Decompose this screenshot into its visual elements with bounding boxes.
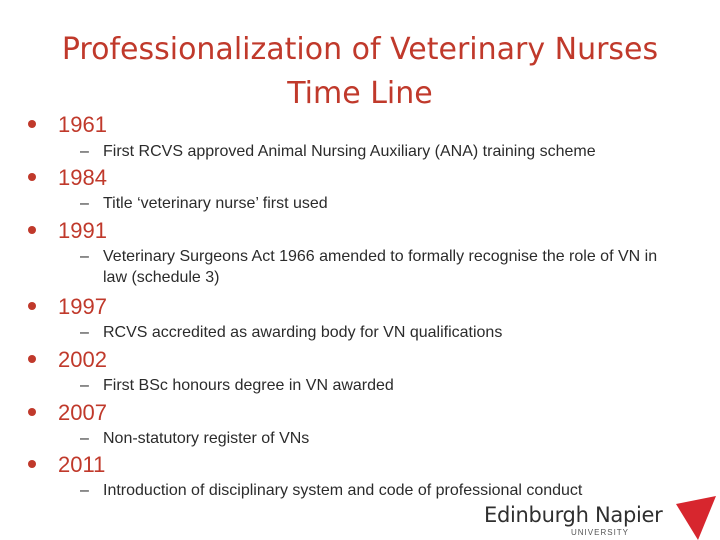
timeline-year-row [28,452,105,478]
dash-icon: – [80,143,89,160]
timeline-description-text: Title ‘veterinary nurse’ first used [103,195,328,212]
dash-icon: – [80,430,89,447]
dash-icon: – [80,324,89,341]
timeline-year: 2007 [58,400,107,425]
bullet-icon [28,120,36,128]
timeline-description [80,428,680,449]
timeline-description [80,375,680,396]
slide-title [0,28,720,116]
bullet-icon [28,460,36,468]
title-line-2: Time Line [287,76,433,111]
title-line-1: Professionalization of Veterinary Nurses [61,32,659,67]
logo-red-wedge-icon [672,496,720,540]
timeline-year-row [28,218,107,244]
dash-icon: – [80,195,89,212]
timeline-description-text: First RCVS approved Animal Nursing Auxiliary (ANA) training scheme [103,143,596,160]
timeline-year: 2002 [58,347,107,372]
timeline-year: 1991 [58,218,107,243]
dash-icon: – [80,377,89,394]
timeline-year: 1961 [58,112,107,137]
bullet-icon [28,408,36,416]
timeline-year: 1984 [58,165,107,190]
timeline-description-text: Non-statutory register of VNs [103,430,310,447]
bullet-icon [28,355,36,363]
timeline-description [80,322,680,343]
logo-university-text: UNIVERSITY [571,528,630,537]
timeline-year-row [28,400,107,426]
bullet-icon [28,173,36,181]
timeline-year-row [28,112,107,138]
timeline-description-text: Introduction of disciplinary system and code of professional conduct [103,482,583,499]
timeline-description [80,141,680,162]
timeline-description-text: RCVS accredited as awarding body for VN qualifications [103,324,503,341]
logo-brand-text: Edinburgh Napier [484,503,663,527]
timeline-year-row [28,294,107,320]
timeline-year: 1997 [58,294,107,319]
timeline-description-text: Veterinary Surgeons Act 1966 amended to formally recognise the role of VN in law (schedule 3) [103,248,658,286]
timeline-year: 2011 [58,452,106,477]
timeline-year-row [28,165,107,191]
bullet-icon [28,302,36,310]
timeline-description [80,246,680,288]
dash-icon: – [80,482,89,499]
edinburgh-napier-logo [484,496,720,540]
timeline-description-text: First BSc honours degree in VN awarded [103,377,394,394]
timeline-description [80,193,680,214]
dash-icon: – [80,248,89,265]
timeline-year-row [28,347,107,373]
bullet-icon [28,226,36,234]
